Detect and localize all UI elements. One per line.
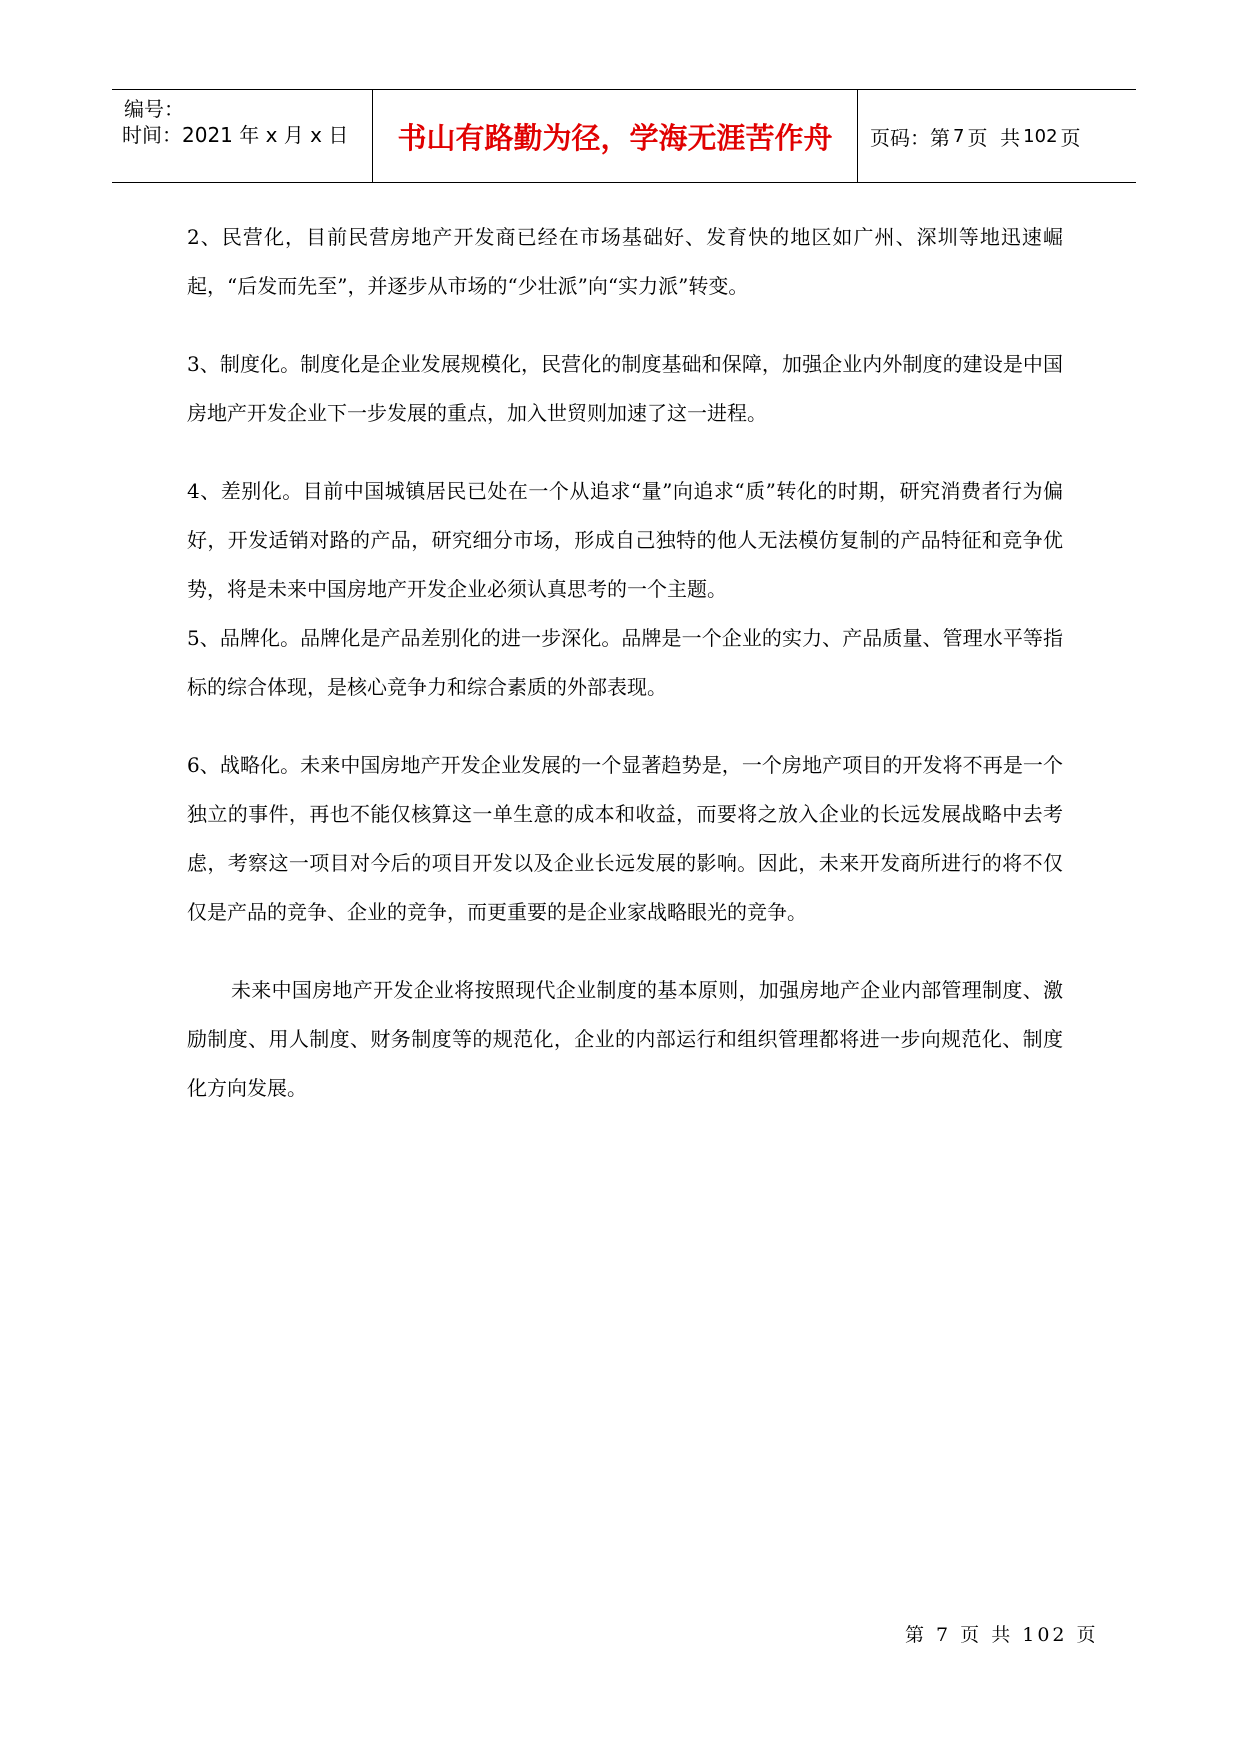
number-label: 编号：	[124, 97, 184, 121]
paragraph-3: 3、制度化。制度化是企业发展规模化，民营化的制度基础和保障，加强企业内外制度的建设是中国房地产开发企业下一步发展的重点，加入世贸则加速了这一进程。	[187, 352, 1063, 425]
page-info-cell	[858, 90, 1136, 182]
motto-cell	[373, 90, 858, 182]
page-total: 102	[1023, 125, 1058, 147]
page-mid: 页 共	[967, 125, 1021, 150]
paragraph-4: 4、差别化。目前中国城镇居民已处在一个从追求“量”向追求“质”转化的时期，研究消费者行为偏好，开发适销对路的产品，研究细分市场，形成自己独特的他人无法模仿复制的产品特征和竞争优势，将是未来中国房地产开发企业必须认真思考的一个主题。	[187, 479, 1063, 601]
paragraph-6: 6、战略化。未来中国房地产开发企业发展的一个显著趋势是，一个房地产项目的开发将不再是一个独立的事件，再也不能仅核算这一单生意的成本和收益，而要将之放入企业的长远发展战略中去考虑，考察这一项目对今后的项目开发以及企业长远发展的影响。因此，未来开发商所进行的将不仅仅是产品的竞争、企业的竞争，而更重要的是企业家战略眼光的竞争。	[187, 753, 1063, 924]
page-suffix: 页	[1060, 125, 1081, 150]
document-body	[187, 213, 1063, 1113]
paragraph-5: 5、品牌化。品牌化是产品差别化的进一步深化。品牌是一个企业的实力、产品质量、管理水平等指标的综合体现，是核心竞争力和综合素质的外部表现。	[187, 626, 1063, 699]
header-meta-cell	[112, 90, 373, 182]
paragraph-2: 2、民营化，目前民营房地产开发商已经在市场基础好、发育快的地区如广州、深圳等地迅速崛起，“后发而先至”，并逐步从市场的“少壮派”向“实力派”转变。	[187, 225, 1063, 298]
page-prefix: 页码：第	[870, 125, 950, 150]
motto-text: 书山有路勤为径，学海无涯苦作舟	[397, 120, 833, 155]
page-header	[112, 89, 1136, 183]
time-label: 时间：2021 年 x 月 x 日	[122, 123, 349, 147]
page-current: 7	[953, 125, 965, 147]
paragraph-conclusion: 未来中国房地产开发企业将按照现代企业制度的基本原则，加强房地产企业内部管理制度、激励制度、用人制度、财务制度等的规范化，企业的内部运行和组织管理都将进一步向规范化、制度化方向发展。	[187, 978, 1063, 1100]
page-footer: 第 7 页 共 102 页	[905, 1624, 1099, 1646]
